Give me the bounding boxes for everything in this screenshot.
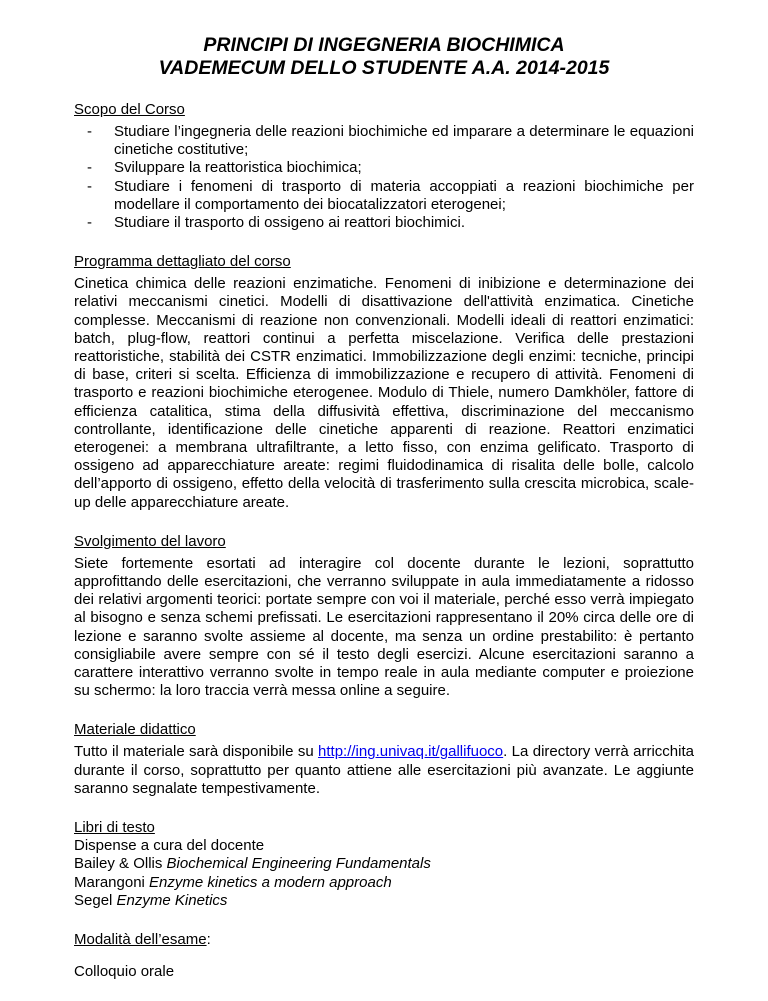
section-materiale bbox=[74, 720, 694, 798]
book-item bbox=[74, 874, 694, 892]
scopo-heading: Scopo del Corso bbox=[74, 101, 185, 118]
document-title bbox=[74, 34, 694, 80]
scopo-list bbox=[74, 123, 694, 232]
programma-heading: Programma dettagliato del corso bbox=[74, 253, 291, 271]
book-author: Marangoni bbox=[74, 873, 150, 891]
title-line-2: VADEMECUM DELLO STUDENTE A.A. 2014-2015 bbox=[158, 57, 610, 79]
book-author: Bailey & Ollis bbox=[74, 855, 167, 873]
svolgimento-text: Siete fortemente esortati ad interagire col docente durante le lezioni, soprattutto approfittando delle esercitazioni, che verranno sviluppate in aula immediatamente a ridosso dei relativi argomenti teorici: portate sempre con voi il materiale, perché esso verrà impiegato al bisogno e senza schemi prefissati. Le esercitazioni rappresentano il 20% circa delle ore di lezione e saranno svolte assieme al docente, ma senza un ordine prestabilito: è pertanto consigliabile avere sempre con sé il testo degli esercizi. Alcune esercitazioni saranno a carattere interattivo verranno svolte in tempo reale in aula mediante computer e proiezione su schermo: la loro traccia verrà messa online a seguire. bbox=[74, 554, 694, 700]
scopo-item: - Studiare il trasporto di ossigeno ai reattori biochimici. bbox=[74, 214, 694, 232]
title-line-1: PRINCIPI DI INGEGNERIA BIOCHIMICA bbox=[203, 34, 565, 56]
esame-heading bbox=[74, 930, 694, 949]
libri-heading: Libri di testo bbox=[74, 819, 155, 837]
scopo-item: - Studiare i fenomeni di trasporto di materia accoppiati a reazioni biochimiche per modellare il comportamento dei biocatalizzatori eterogenei; bbox=[74, 178, 694, 214]
scopo-item: - Studiare l’ingegneria delle reazioni biochimiche ed imparare a determinare le equazioni cinetiche costitutive; bbox=[74, 123, 694, 159]
materiale-text-after: . La directory verrà arricchita durante il corso, soprattutto per quanto attiene alle esercitazioni più avanzate. Le aggiunte saranno segnalate tempestivamente. bbox=[74, 743, 694, 797]
book-title: Enzyme Kinetics bbox=[116, 891, 228, 909]
esame-heading-text: Modalità dell’esame bbox=[74, 930, 207, 948]
section-esame bbox=[74, 930, 694, 981]
book-author: Dispense a cura del docente bbox=[74, 837, 265, 855]
book-author: Segel bbox=[74, 891, 117, 909]
svolgimento-heading: Svolgimento del lavoro bbox=[74, 532, 226, 550]
book-item bbox=[74, 892, 694, 910]
book-item bbox=[74, 837, 694, 855]
section-svolgimento bbox=[74, 532, 694, 701]
programma-text: Cinetica chimica delle reazioni enzimatiche. Fenomeni di inibizione e determinazione dei relativi meccanismi cinetici. Modelli di disattivazione dell'attività enzimatica. Cinetiche complesse. Meccanismi di reazione non convenzionali. Modelli ideali di reattori enzimatici: batch, plug-flow, reattori continui a perfetta miscelazione. Verifica delle prestazioni reattoristiche, stabilità dei CSTR enzimatici. Immobilizzazione degli enzimi: tecniche, principi di base, criteri si scelta. Efficienza di immobilizzazione e recupero di attività. Fenomeni di trasporto e reazioni biochimiche eterogenee. Modulo di Thiele, numero Damkhöler, fattore di efficienza catalitica, stima della diffusività effettiva, discriminazione del meccanismo controllante, identificazione delle cinetiche apparenti di reazione. Reattori enzimatici eterogenei: a membrana ultrafiltrante, a letto fisso, con enzima gelificato. Trasporto di ossigeno ad apparecchiature areate: regimi fluidodinamica di risalita delle bolle, calcolo dell’apporto di ossigeno, effetto della velocità di trasferimento sulla crescita microbica, scale-up delle apparecchiature areate. bbox=[74, 275, 694, 511]
esame-heading-colon: : bbox=[206, 930, 211, 948]
book-title: Enzyme kinetics a modern approach bbox=[149, 873, 392, 891]
section-scopo bbox=[74, 100, 694, 232]
materiale-text bbox=[74, 743, 694, 798]
scopo-item: - Sviluppare la reattoristica biochimica; bbox=[74, 159, 694, 177]
section-libri bbox=[74, 818, 694, 910]
materiale-link[interactable]: http://ing.univaq.it/gallifuoco bbox=[318, 743, 504, 761]
document-page bbox=[74, 34, 694, 1001]
book-item bbox=[74, 855, 694, 873]
book-title: Biochemical Engineering Fundamentals bbox=[166, 855, 431, 873]
materiale-text-before: Tutto il materiale sarà disponibile su bbox=[74, 743, 319, 761]
materiale-heading: Materiale didattico bbox=[74, 721, 196, 739]
esame-text: Colloquio orale bbox=[74, 962, 175, 980]
section-programma bbox=[74, 252, 694, 512]
